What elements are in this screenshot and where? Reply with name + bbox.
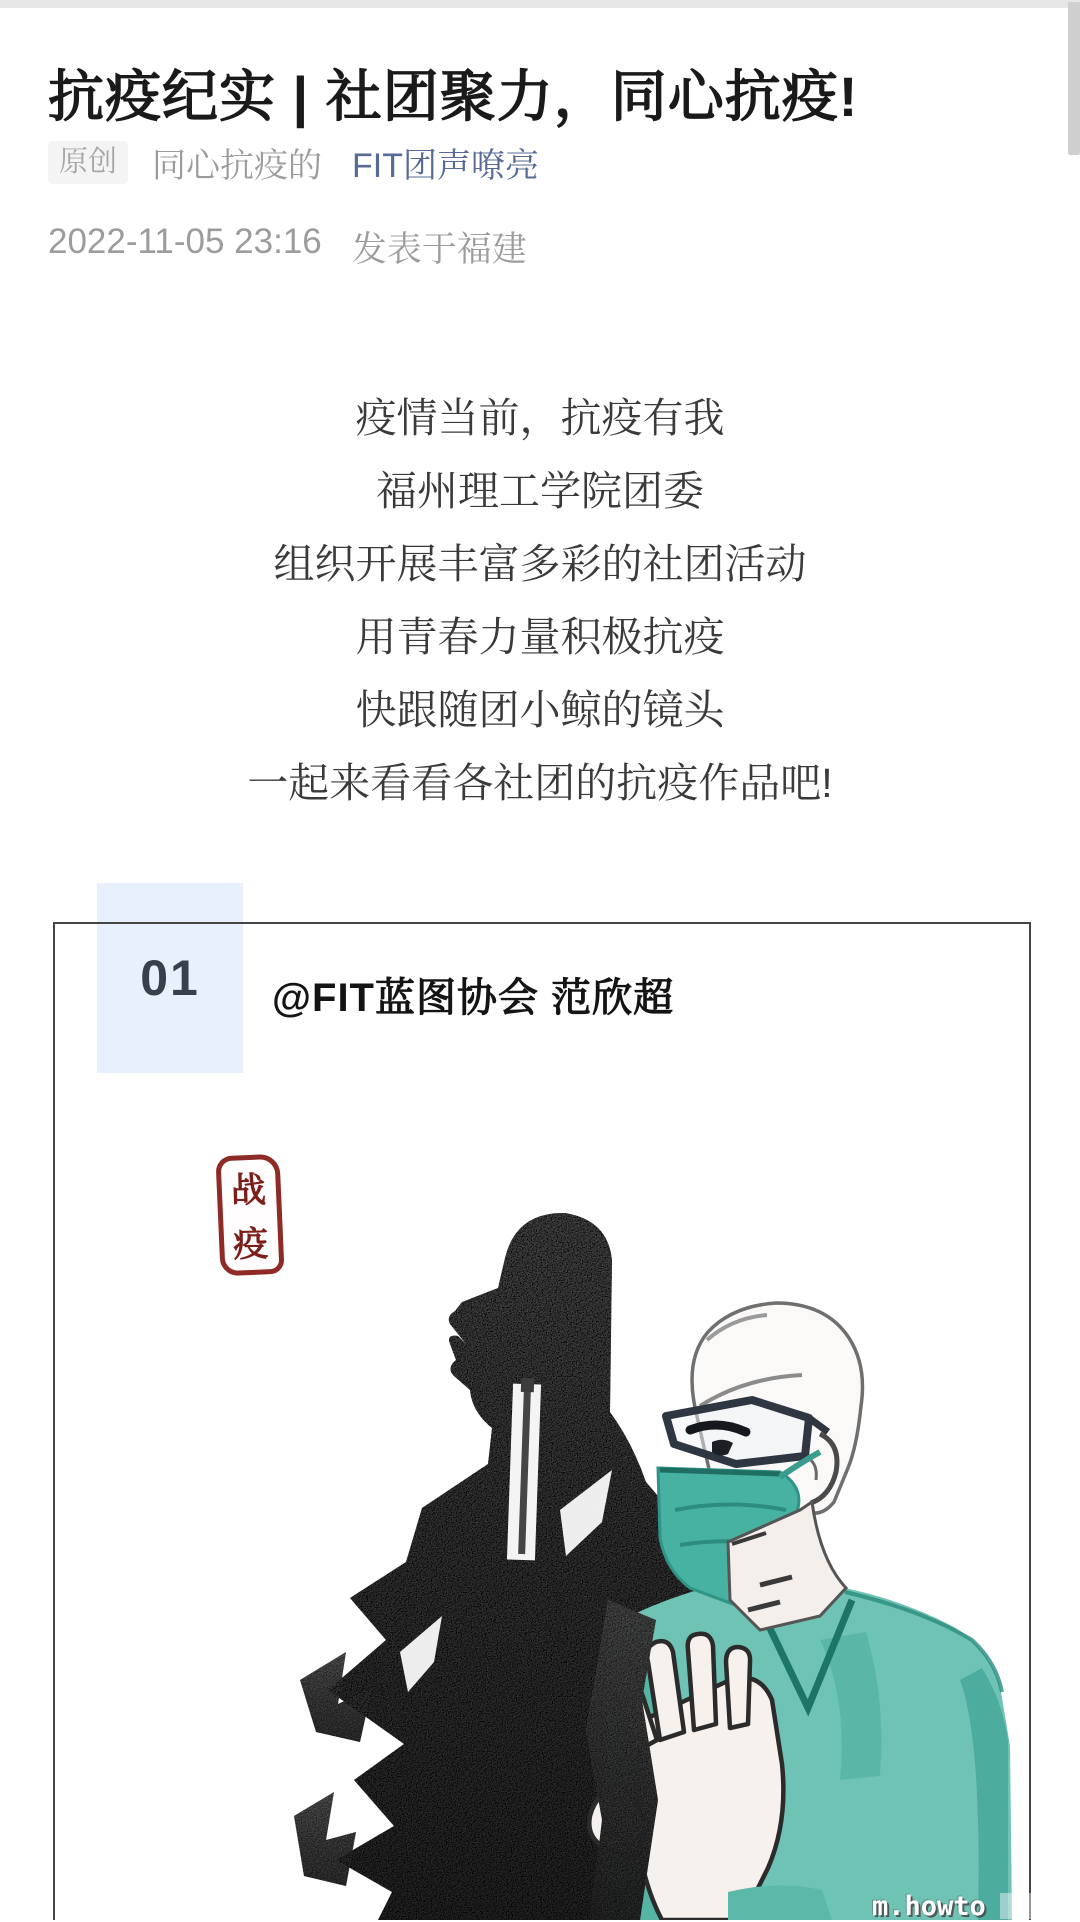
poem-line: 组织开展丰富多彩的社团活动 — [273, 541, 807, 587]
watermark-fade — [1000, 1893, 1080, 1919]
meta-line — [48, 222, 527, 272]
poem-line: 一起来看看各社团的抗疫作品吧! — [247, 760, 833, 806]
poem-line: 疫情当前，抗疫有我 — [355, 395, 725, 441]
poem-line: 用青春力量积极抗疫 — [355, 614, 725, 660]
section-number: 01 — [140, 950, 200, 1006]
poem-line: 快跟随团小鲸的镜头 — [355, 687, 725, 733]
account-link[interactable]: FIT团声嘹亮 — [352, 147, 539, 185]
original-tag: 原创 — [48, 141, 128, 184]
seal-char-bottom: 疫 — [233, 1224, 270, 1265]
sleeve-edge — [728, 1885, 832, 1920]
article-title: 抗疫纪实 | 社团聚力，同心抗疫! — [48, 64, 859, 128]
artwork-illustration — [260, 1040, 1030, 1920]
scrollbar-thumb[interactable] — [1068, 2, 1080, 155]
seal-char-top: 战 — [230, 1170, 267, 1211]
byline — [48, 138, 539, 187]
poem-line: 福州理工学院团委 — [376, 468, 704, 514]
top-edge-strip — [0, 0, 1080, 8]
author-name: 同心抗疫的 — [152, 147, 323, 185]
watermark-text: m.howto — [872, 1891, 986, 1922]
poem-block — [0, 395, 1080, 833]
section-heading: @FIT蓝图协会 范欣超 — [272, 976, 675, 1020]
publish-datetime: 2022-11-05 23:16 — [48, 222, 322, 261]
publish-location: 发表于福建 — [351, 230, 527, 269]
